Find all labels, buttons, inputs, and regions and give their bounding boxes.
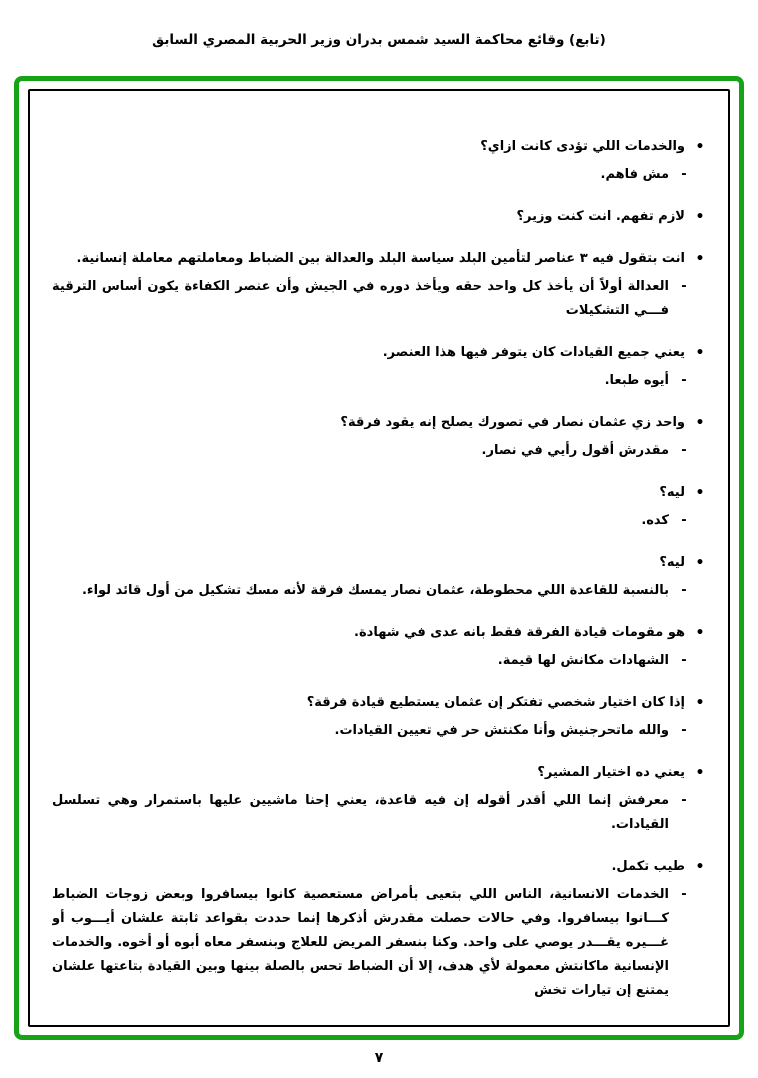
dash-icon: - (681, 443, 687, 458)
dialogue-question (52, 551, 706, 575)
dash-icon: - (681, 583, 687, 598)
bullet-icon: • (695, 251, 705, 267)
dialogue-question (52, 247, 706, 271)
dialogue-question (52, 205, 706, 229)
dialogue-answer (52, 789, 706, 837)
dialogue-text: واحد زي عثمان نصار في تصورك يصلح إنه يقود فرقة؟ (340, 415, 685, 430)
dialogue-text: لازم تفهم. انت كنت وزير؟ (516, 209, 685, 224)
bullet-icon: • (695, 209, 705, 225)
dialogue-text: الخدمات الانسانية، الناس اللي بتعيى بأمراض مستعصية كانوا بيسافروا وبعض زوجات الضباط كـــانوا بيسافروا. وفي حالات حصلت مقدرش أذكرها إنما حددت بقواعد ثابتة علشان أيـــوب أو غـــيره يقـــدر يوصي على واحد. وكنا بنسفر المريض للعلاج وبنسفر معاه أبوه أو أخوه. والخدمات الإنسانية ماكانتش معمولة لأي هدف، إلا أن الضباط تحس بالصلة بينها وبين القيادة بتاعتها علشان يمتنع إن تيارات تخش (52, 887, 669, 998)
dialogue-text: الشهادات مكانش لها قيمة. (497, 653, 669, 668)
dialogue-text: والله ماتحرجنيش وأنا مكنتش حر في تعيين القيادات. (334, 723, 669, 738)
bullet-icon: • (695, 765, 705, 781)
bullet-icon: • (695, 415, 705, 431)
bullet-icon: • (695, 345, 705, 361)
bullet-icon: • (695, 859, 705, 875)
dialogue-text: بالنسبة للقاعدة اللي محطوطة، عثمان نصار يمسك فرقة لأنه مسك تشكيل من أول قائد لواء. (81, 583, 669, 598)
dialogue-answer (52, 369, 706, 393)
dialogue-answer (52, 883, 706, 1003)
dialogue-question (52, 761, 706, 785)
dialogue-list (52, 117, 706, 1017)
dialogue-text: مقدرش أقول رأيي في نصار. (481, 443, 669, 458)
green-border-frame (14, 76, 744, 1040)
dialogue-text: مش فاهم. (600, 167, 669, 182)
dialogue-text: ليه؟ (659, 555, 685, 570)
dialogue-text: يعني جميع القيادات كان يتوفر فيها هذا العنصر. (382, 345, 685, 360)
dash-icon: - (681, 513, 687, 528)
dialogue-text: يعني ده اختيار المشير؟ (537, 765, 685, 780)
page-number: ٧ (374, 1050, 384, 1066)
dialogue-answer (52, 579, 706, 603)
inner-border-frame (28, 89, 730, 1027)
dialogue-question (52, 135, 706, 159)
bullet-icon: • (695, 695, 705, 711)
dialogue-question (52, 481, 706, 505)
dialogue-answer (52, 719, 706, 743)
bullet-icon: • (695, 485, 705, 501)
dialogue-question (52, 411, 706, 435)
bullet-icon: • (695, 555, 705, 571)
dialogue-question (52, 621, 706, 645)
dash-icon: - (681, 887, 687, 902)
dash-icon: - (681, 793, 687, 808)
dash-icon: - (681, 167, 687, 182)
dialogue-question (52, 691, 706, 715)
dialogue-text: كده. (641, 513, 669, 528)
page-title: (تابع) وقائع محاكمة السيد شمس بدران وزير الحربية المصري السابق (152, 32, 606, 48)
dialogue-answer (52, 275, 706, 323)
dialogue-text: انت بتقول فيه ٣ عناصر لتأمين البلد سياسة البلد والعدالة بين الضباط ومعاملتهم معاملة إنسانية. (76, 251, 685, 266)
dialogue-text: معرفش إنما اللي أقدر أقوله إن فيه قاعدة، يعني إحنا ماشيين عليها باستمرار وهي تسلسل القيادات. (52, 793, 669, 832)
dialogue-text: إذا كان اختيار شخصي تفتكر إن عثمان يستطيع قيادة فرقة؟ (306, 695, 685, 710)
dialogue-answer (52, 509, 706, 533)
dialogue-text: والخدمات اللي تؤدى كانت ازاي؟ (480, 139, 685, 154)
dash-icon: - (681, 373, 687, 388)
dash-icon: - (681, 279, 687, 294)
bullet-icon: • (695, 625, 705, 641)
dialogue-answer (52, 439, 706, 463)
dialogue-text: أيوه طبعا. (604, 373, 669, 388)
dash-icon: - (681, 723, 687, 738)
dialogue-answer (52, 163, 706, 187)
bullet-icon: • (695, 139, 705, 155)
dialogue-text: العدالة أولاً أن يأخذ كل واحد حقه ويأخذ دوره في الجيش وأن عنصر الكفاءة يكون أساس الترقية فـــي التشكيلات (52, 279, 669, 318)
dialogue-text: هو مقومات قيادة الفرقة فقط بانه عدى في شهادة. (354, 625, 685, 640)
dialogue-question (52, 855, 706, 879)
dash-icon: - (681, 653, 687, 668)
dialogue-answer (52, 649, 706, 673)
dialogue-text: طيب تكمل. (611, 859, 685, 874)
dialogue-text: ليه؟ (659, 485, 685, 500)
dialogue-question (52, 341, 706, 365)
